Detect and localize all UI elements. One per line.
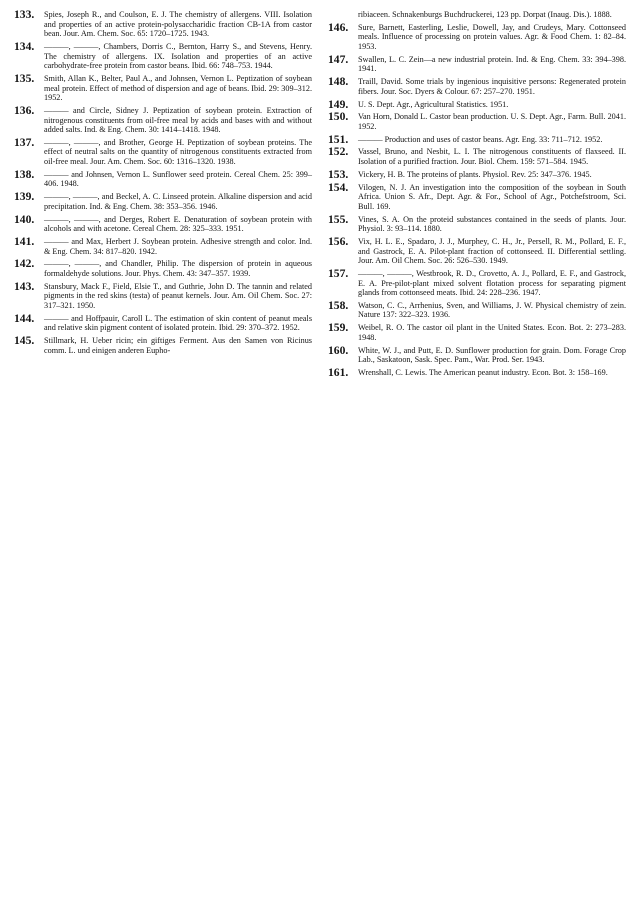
reference-text: ———, ———, and Brother, George H. Peptization of soybean proteins. The effect of neutral salts on the quantity of nitrogenous constituents extracted from oil-free meal. Jour. Am. Chem. Soc. 60: 1316–1320. 1938. bbox=[44, 137, 312, 167]
reference-entry bbox=[328, 266, 626, 298]
reference-entry bbox=[14, 192, 312, 211]
right-column bbox=[328, 10, 626, 896]
reference-text: Vickery, H. B. The proteins of plants. Physiol. Rev. 25: 347–376. 1945. bbox=[358, 169, 592, 179]
reference-entry bbox=[328, 112, 626, 131]
reference-entry bbox=[14, 336, 312, 355]
reference-text: ——— and Circle, Sidney J. Peptization of soybean protein. Extraction of nitrogenous constituents from oil-free meal by acids and bases with and without added salts. Ind. & Eng. Chem. 30: 1414–1418. 1948. bbox=[44, 105, 312, 135]
reference-number: 147. bbox=[328, 52, 349, 66]
reference-text: Watson, C. C., Arrhenius, Sven, and Williams, J. W. Physical chemistry of zein. Nature 137: 322–323. 1936. bbox=[358, 300, 626, 320]
reference-number: 151. bbox=[328, 132, 349, 146]
reference-number: 148. bbox=[328, 75, 349, 89]
reference-text: ——— and Max, Herbert J. Soybean protein. Adhesive strength and color. Ind. & Eng. Chem. 34: 817–820. 1942. bbox=[44, 236, 312, 256]
reference-text: ——— and Johnsen, Vernon L. Sunflower seed protein. Cereal Chem. 25: 399–406. 1948. bbox=[44, 169, 312, 189]
reference-entry bbox=[328, 20, 626, 52]
reference-number: 141. bbox=[14, 234, 35, 248]
reference-entry bbox=[328, 212, 626, 234]
reference-entry bbox=[14, 279, 312, 311]
reference-text: Weibel, R. O. The castor oil plant in the United States. Econ. Bot. 2: 273–283. 1948. bbox=[358, 323, 626, 342]
reference-number: 145. bbox=[14, 334, 35, 348]
reference-number: 159. bbox=[328, 321, 349, 335]
reference-number: 160. bbox=[328, 343, 349, 357]
reference-entry bbox=[14, 103, 312, 135]
reference-entry bbox=[328, 97, 626, 111]
reference-entry bbox=[328, 343, 626, 365]
reference-entry bbox=[328, 147, 626, 166]
reference-number: 155. bbox=[328, 212, 349, 226]
reference-text: ——— Production and uses of castor beans. Agr. Eng. 33: 711–712. 1952. bbox=[358, 134, 603, 144]
reference-number: 139. bbox=[14, 190, 35, 204]
reference-text: Van Horn, Donald L. Castor bean production. U. S. Dept. Agr., Farm. Bull. 2041. 1952. bbox=[358, 112, 626, 131]
reference-number: 143. bbox=[14, 279, 35, 293]
reference-text: Spies, Joseph R., and Coulson, E. J. The chemistry of allergens. VIII. Isolation and properties of an active protein-polysaccharidic fraction CB-1A from castor bean. Jour. Am. Chem. Soc. 65: 1720–1725. 1943. bbox=[44, 10, 312, 39]
reference-entry-continuation bbox=[328, 10, 626, 20]
reference-entry bbox=[328, 298, 626, 320]
reference-number: 158. bbox=[328, 298, 349, 312]
reference-text: Stillmark, H. Ueber ricin; ein giftiges Ferment. Aus den Samen von Ricinus comm. L. und einigen anderen Eupho- bbox=[44, 336, 312, 355]
reference-text: Vilogen, N. J. An investigation into the composition of the soybean in South Africa. Union S. Afr., Dept. Agr. & For., School of Agr., Potchefstroom, Sci. Bull. 169. bbox=[358, 182, 626, 211]
reference-number: 144. bbox=[14, 311, 35, 325]
reference-number: 136. bbox=[14, 103, 35, 117]
reference-number: 161. bbox=[328, 366, 349, 379]
reference-number: 133. bbox=[14, 8, 35, 21]
reference-entry bbox=[328, 77, 626, 96]
reference-text: Vix, H. L. E., Spadaro, J. J., Murphey, C. H., Jr., Persell, R. M., Pollard, E. F., and Gastrock, E. A. Pilot-plant fraction of cottonseed. II. Differential settling. Jour. Am. Oil Chem. Soc. 26: 526–530. 1949. bbox=[358, 236, 626, 266]
reference-entry bbox=[14, 212, 312, 234]
reference-entry bbox=[328, 167, 626, 181]
reference-number: 149. bbox=[328, 97, 349, 111]
reference-number: 153. bbox=[328, 167, 349, 181]
left-column bbox=[14, 10, 312, 896]
reference-text: Vines, S. A. On the proteid substances contained in the seeds of plants. Jour. Physiol. 3: 93–114. 1880. bbox=[358, 214, 626, 234]
reference-text: ——— and Hoffpauir, Caroll L. The estimation of skin content of peanut meals and relative skin pigment content of isolated protein. Ibid. 29: 370–372. 1952. bbox=[44, 313, 312, 333]
reference-entry bbox=[14, 71, 312, 103]
reference-text: Vassel, Bruno, and Nesbit, L. I. The nitrogenous constituents of flaxseed. II. Isolation of a purified fraction. Jour. Biol. Chem. 159: 571–584. 1945. bbox=[358, 147, 626, 167]
reference-text: Smith, Allan K., Belter, Paul A., and Johnsen, Vernon L. Peptization of soybean meal protein. Effect of method of dispersion and age of beans. Ibid. 29: 309–312. 1952. bbox=[44, 73, 312, 103]
reference-entry bbox=[328, 180, 626, 212]
reference-entry bbox=[14, 10, 312, 39]
reference-text: ribiaceen. Schnakenburgs Buchdruckerei, 123 pp. Dorpat (Inaug. Dis.). 1888. bbox=[358, 10, 612, 19]
reference-text: White, W. J., and Putt, E. D. Sunflower production for grain. Dom. Forage Crop Lab., Saskatoon, Sask. Spec. Pam., War. Prod. Ser. 1943. bbox=[358, 345, 626, 365]
reference-entry bbox=[328, 323, 626, 342]
reference-number: 157. bbox=[328, 266, 349, 280]
reference-number: 135. bbox=[14, 71, 35, 85]
reference-entry bbox=[14, 39, 312, 71]
reference-entry bbox=[328, 368, 626, 378]
reference-number: 150. bbox=[328, 110, 349, 124]
reference-text: ———, ———, Chambers, Dorris C., Bernton, Harry S., and Stevens, Henry. The chemistry of allergens. IX. Isolation and properties of an active carbohydrate-free protein from castor beans. Ibid. 66: 748–753. 1944. bbox=[44, 41, 312, 71]
reference-number: 138. bbox=[14, 167, 35, 181]
reference-text: ———, ———, Westbrook, R. D., Crovetto, A. J., Pollard, E. F., and Gastrock, E. A. Pre-pilot-plant mixed solvent flotation process for separating pigment glands from cottonseed meats. Ibid. 24: 228–236. 1947. bbox=[358, 268, 626, 298]
reference-entry bbox=[328, 234, 626, 266]
reference-text: Swallen, L. C. Zein—a new industrial protein. Ind. & Eng. Chem. 33: 394–398. 1941. bbox=[358, 54, 626, 74]
reference-entry bbox=[328, 52, 626, 74]
reference-text: Stansbury, Mack F., Field, Elsie T., and Guthrie, John D. The tannin and related pigments in the red skins (testa) of peanut kernels. Jour. Am. Oil Chem. Soc. 27: 317–321. 1950. bbox=[44, 281, 312, 310]
reference-entry bbox=[14, 167, 312, 189]
reference-text: ———, ———, and Derges, Robert E. Denaturation of soybean protein with alcohols and with acetone. Cereal Chem. 28: 325–333. 1951. bbox=[44, 214, 312, 234]
reference-number: 146. bbox=[328, 20, 349, 34]
reference-number: 154. bbox=[328, 180, 349, 194]
reference-entry bbox=[14, 311, 312, 333]
reference-number: 152. bbox=[328, 145, 349, 159]
reference-entry bbox=[14, 135, 312, 167]
reference-text: Wrenshall, C. Lewis. The American peanut industry. Econ. Bot. 3: 158–169. bbox=[358, 368, 608, 377]
reference-entry bbox=[328, 132, 626, 146]
reference-entry bbox=[14, 234, 312, 256]
reference-number: 134. bbox=[14, 39, 35, 53]
reference-number: 142. bbox=[14, 257, 35, 271]
reference-text: ———, ———, and Beckel, A. C. Linseed protein. Alkaline dispersion and acid precipitation. Ind. & Eng. Chem. 38: 353–356. 1946. bbox=[44, 192, 312, 211]
reference-text: U. S. Dept. Agr., Agricultural Statistics. 1951. bbox=[358, 99, 509, 109]
reference-text: ———, ———, and Chandler, Philip. The dispersion of protein in aqueous formaldehyde solutions. Jour. Phys. Chem. 43: 347–357. 1939. bbox=[44, 259, 312, 278]
reference-number: 156. bbox=[328, 234, 349, 248]
reference-text: Traill, David. Some trials by ingenious inquisitive persons: Regenerated protein fibers. Jour. Soc. Dyers & Colour. 67: 257–270. 1951. bbox=[358, 77, 626, 96]
reference-entry bbox=[14, 259, 312, 278]
reference-text: Sure, Barnett, Easterling, Leslie, Dowell, Jay, and Crudeys, Mary. Cottonseed meals. Influence of processing on protein values. Agr. & Food Chem. 1: 82–84. 1953. bbox=[358, 22, 626, 51]
reference-number: 140. bbox=[14, 212, 35, 226]
reference-number: 137. bbox=[14, 135, 35, 149]
